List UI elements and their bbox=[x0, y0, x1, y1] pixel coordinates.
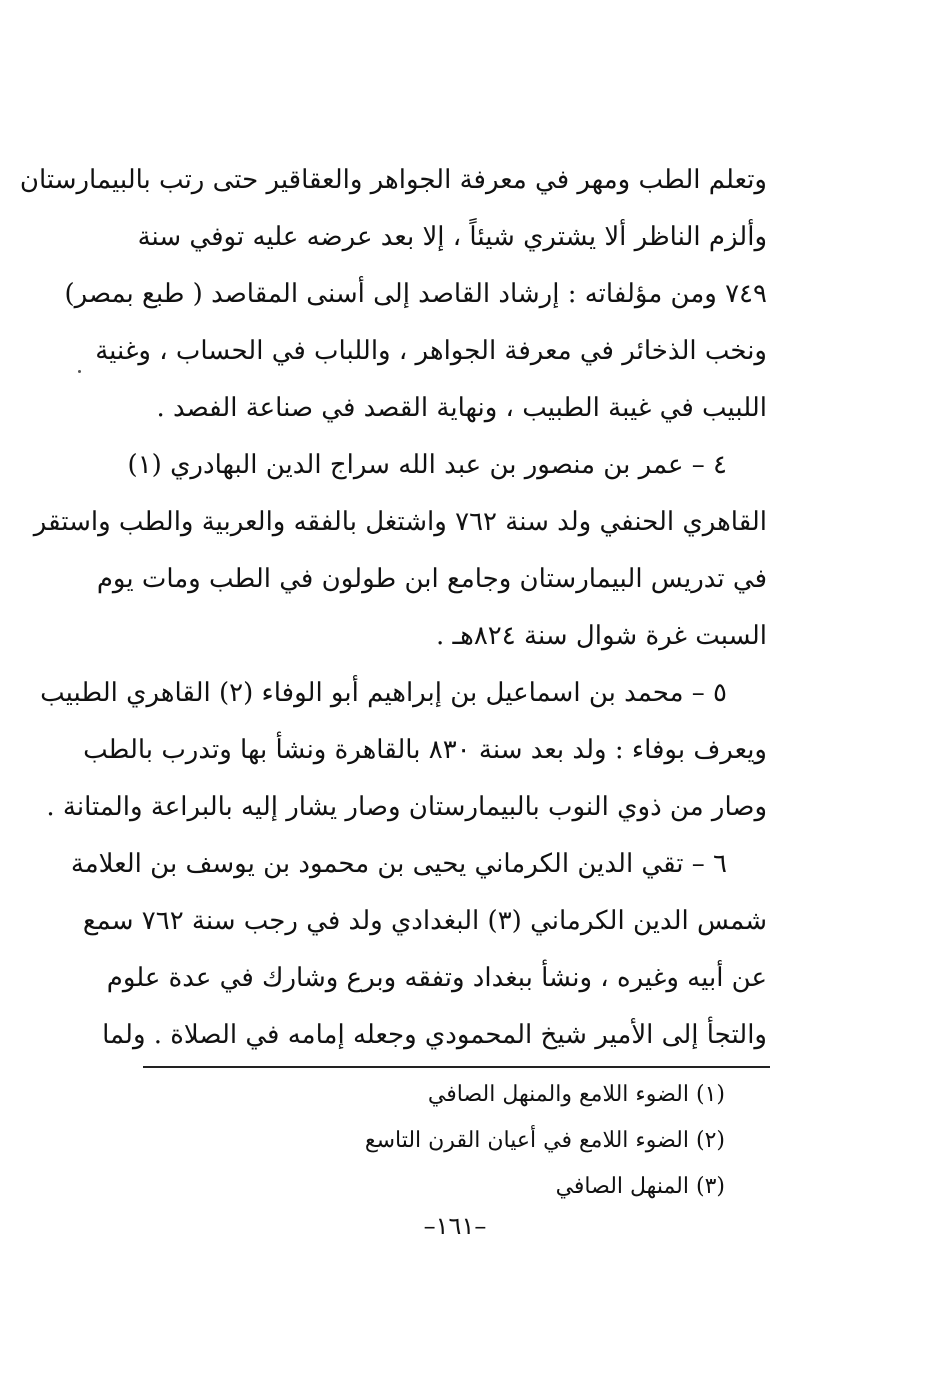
text-line-3: ٧٤٩ ومن مؤلفاته : إرشاد القاصد إلى أسنى المقاصد ( طبع بمصر) bbox=[64, 279, 767, 309]
footnotes bbox=[145, 1072, 725, 1210]
text-line-1: وتعلم الطب ومهر في معرفة الجواهر والعقاقير حتى رتب بالبيمارستان bbox=[19, 165, 767, 195]
text-line-16: والتجأ إلى الأمير شيخ المحمودي وجعله إمامه في الصلاة . ولما bbox=[102, 1020, 767, 1050]
entry-4-heading-line: ٤ – عمر بن منصور بن عبد الله سراج الدين البهادري (١) bbox=[127, 450, 727, 480]
stray-ink-dot bbox=[78, 370, 81, 373]
text-line-9: السبت غرة شوال سنة ٨٢٤هـ . bbox=[435, 621, 767, 651]
page-number: –١٦١– bbox=[423, 1212, 487, 1240]
text-line-8: في تدريس البيمارستان وجامع ابن طولون في الطب ومات يوم bbox=[96, 564, 767, 594]
footnote-1: (١) الضوء اللامع والمنهل الصافي bbox=[427, 1082, 725, 1107]
entry-5-heading-line: ٥ – محمد بن اسماعيل بن إبراهيم أبو الوفاء (٢) القاهري الطبيب bbox=[40, 678, 727, 708]
text-line-2: وألزم الناظر ألا يشتري شيئاً ، إلا بعد عرضه عليه توفي سنة bbox=[137, 222, 767, 252]
main-text-block bbox=[19, 152, 767, 1064]
text-line-14: شمس الدين الكرماني (٣) البغدادي ولد في رجب سنة ٧٦٢ سمع bbox=[82, 906, 767, 936]
text-line-15: عن أبيه وغيره ، ونشأ ببغداد وتفقه وبرع وشارك في عدة علوم bbox=[106, 963, 767, 993]
footnote-divider bbox=[143, 1066, 770, 1068]
footnote-3: (٣) المنهل الصافي bbox=[555, 1174, 725, 1199]
footnote-2: (٢) الضوء اللامع في أعيان القرن التاسع bbox=[364, 1128, 725, 1153]
text-line-4: ونخب الذخائر في معرفة الجواهر ، واللباب في الحساب ، وغنية bbox=[95, 336, 767, 366]
text-line-7: القاهري الحنفي ولد سنة ٧٦٢ واشتغل بالفقه والعربية والطب واستقر bbox=[33, 507, 767, 537]
entry-6-heading-line: ٦ – تقي الدين الكرماني يحيى بن محمود بن يوسف بن العلامة bbox=[70, 849, 727, 879]
text-line-5: اللبيب في غيبة الطبيب ، ونهاية القصد في صناعة الفصد . bbox=[156, 393, 767, 423]
text-line-11: ويعرف بوفاء : ولد بعد سنة ٨٣٠ بالقاهرة ونشأ بها وتدرب بالطب bbox=[83, 735, 767, 765]
text-line-12: وصار من ذوي النوب بالبيمارستان وصار يشار إليه بالبراعة والمتانة . bbox=[46, 792, 767, 822]
